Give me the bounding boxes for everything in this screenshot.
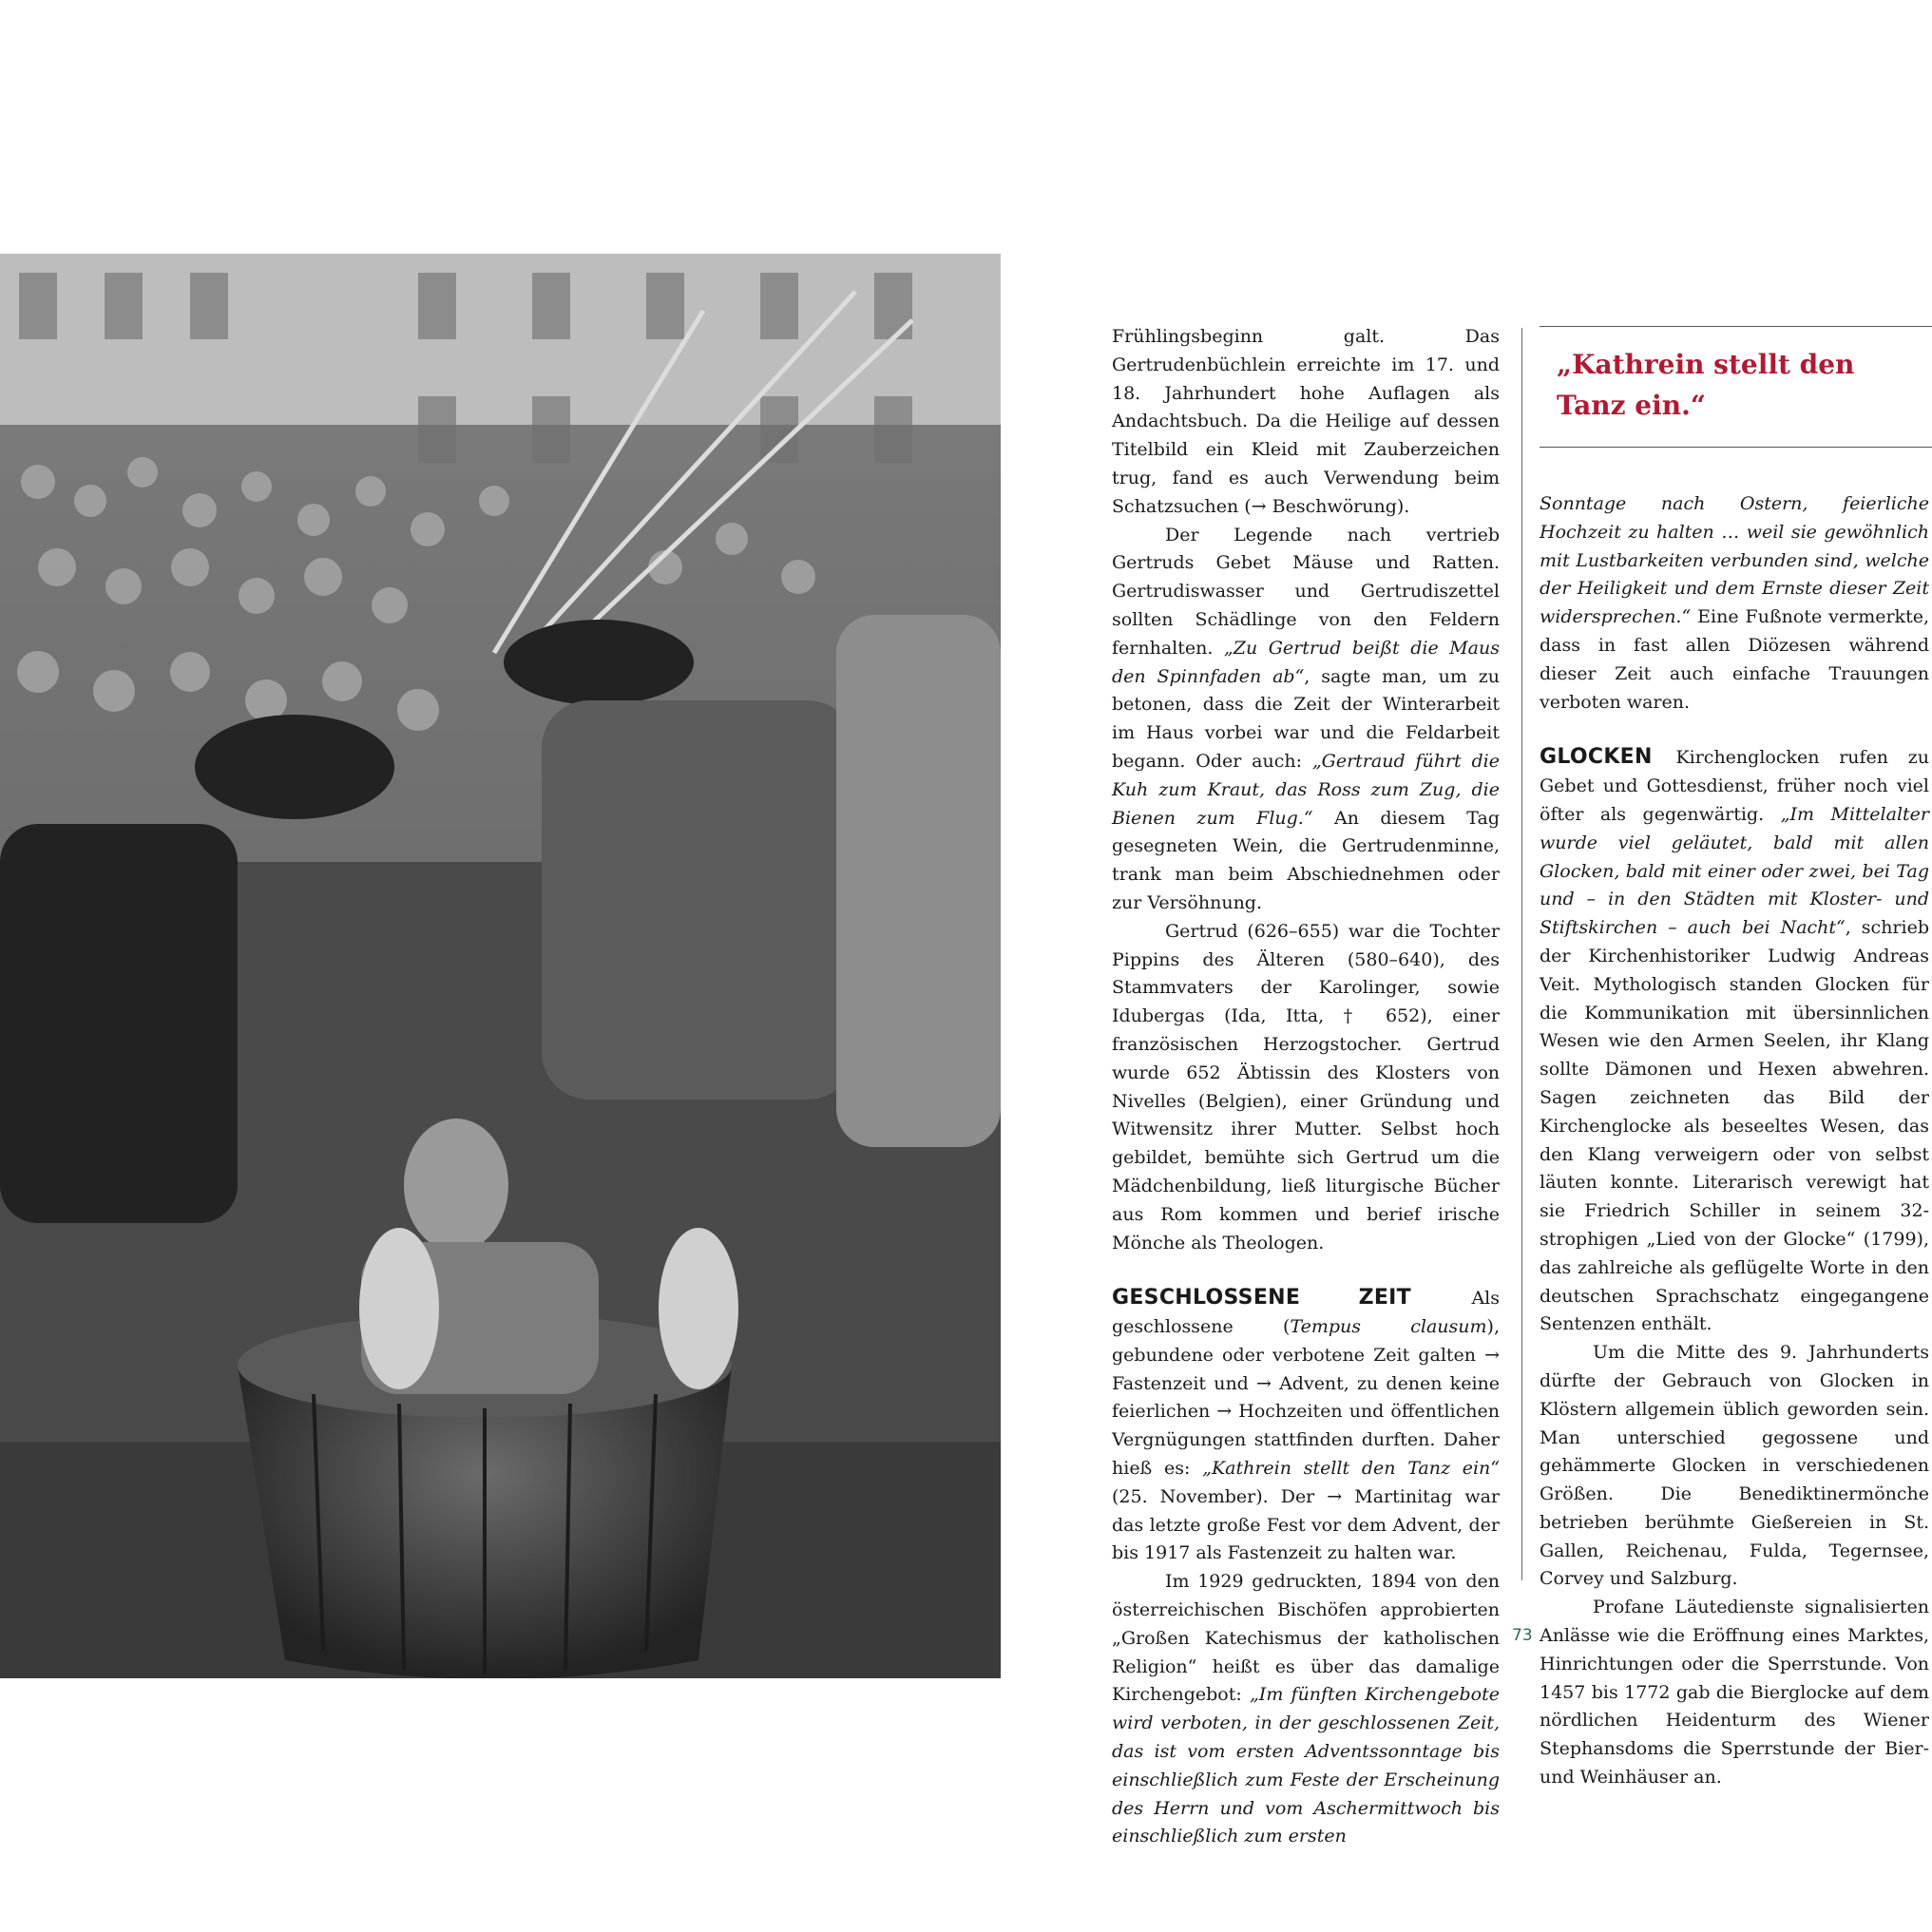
text-run: ), gebundene oder verbotene Zeit galten → Fastenzeit und → Advent, zu denen keine feierlichen → Hochzeiten und öffentlichen Vergnügungen stattfinden durften. Daher hieß es:	[1112, 1316, 1500, 1480]
text-run: , sagte man, um zu betonen, dass die Zeit der Winterarbeit im Haus vorbei war und die Feldarbeit begann. Oder auch:	[1112, 665, 1500, 772]
quote-run: „Im Mittelalter wurde viel geläutet, bald mit allen Glocken, bald mit einer oder zwei, bei Tag und – in den Städten mit Kloster- und Stiftskirchen – auch bei Nacht“	[1540, 803, 1929, 939]
paragraph: Gertrud (626–655) war die Tochter Pippins des Älteren (580–640), des Stammvaters der Karolinger, sowie Idubergas (Ida, Itta, † 652), einer französischen Herzogstocher. Gertrud wurde 652 Äbtissin des Klosters von Nivelles (Belgien), einer Gründung und Witwensitz ihrer Mutter. Selbst hoch gebildet, bemühte sich Gertrud um die Mädchenbildung, ließ liturgische Bücher aus Rom kommen und berief irische Mönche als Theologen.	[1112, 920, 1500, 1253]
lexicon-entry	[1112, 1284, 1500, 1568]
latin-term: Tempus clausum	[1290, 1316, 1487, 1338]
quote-run: „Gertraud führt die Kuh zum Kraut, das Ross zum Zug, die Bienen zum Flug.“	[1112, 750, 1500, 829]
text-run: Der Legende nach vertrieb Gertruds Gebet Mäuse und Ratten. Gertrudiswasser und Gertrudiszettel sollten Schädlinge von den Feldern fernhalten.	[1112, 524, 1500, 659]
text-run: Kirchenglocken rufen zu Gebet und Gottesdienst, früher noch viel öfter als gegenwärtig.	[1540, 747, 1929, 825]
text-run: An diesem Tag gesegneten Wein, die Gertrudenminne, trank man beim Abschiednehmen oder zur Versöhnung.	[1112, 807, 1500, 913]
entry-heading: GESCHLOSSENE ZEIT	[1112, 1286, 1411, 1310]
paragraph: Um die Mitte des 9. Jahrhunderts dürfte der Gebrauch von Glocken in Klöstern allgemein üblich geworden sein. Man unterschied gegossene und gehämmerte Glocken in verschiedenen Größen. Die Benediktinermönche betrieben berühmte Gießereien in St. Gallen, Reichenau, Fulda, Tegernsee, Corvey und Salzburg.	[1540, 1342, 1929, 1590]
text-run: Eine Fußnote vermerkte, dass in fast allen Diözesen während dieser Zeit auch einfache Trauungen verboten waren.	[1540, 606, 1929, 713]
pull-quote: „Kathrein stellt den Tanz ein.“	[1557, 349, 1855, 421]
lexicon-entry	[1540, 743, 1929, 1339]
paragraph	[1112, 1568, 1500, 1851]
paragraph: Frühlingsbeginn galt. Das Gertrudenbüchlein erreichte im 17. und 18. Jahrhundert hohe Auflagen als Andachtsbuch. Da die Heilige auf dessen Titelbild ein Kleid mit Zauberzeichen trug, fand es auch Verwendung beim Schatzsuchen (→ Beschwörung).	[1112, 326, 1500, 517]
page-number: 73	[1512, 1626, 1533, 1645]
quote-run: „Zu Gertrud beißt die Maus den Spinnfaden ab“	[1112, 637, 1500, 687]
paragraph	[1112, 522, 1500, 918]
middle-text-column	[1112, 323, 1500, 1851]
text-run: Als geschlossene (	[1112, 1288, 1500, 1338]
pull-quote-box	[1540, 326, 1932, 448]
photo-icon	[0, 254, 1001, 1678]
right-text-column	[1540, 490, 1929, 1792]
paragraph	[1540, 490, 1929, 717]
text-run: Im 1929 gedruckten, 1894 von den österreichischen Bischöfen approbierten „Großen Katechismus der katholischen Religion“ heißt es über das damalige Kirchengebot:	[1112, 1571, 1500, 1706]
text-run: (25. November). Der → Martinitag war das letzte große Fest vor dem Advent, der bis 1917 als Fastenzeit zu halten war.	[1112, 1485, 1500, 1564]
festival-photo	[0, 254, 1001, 1678]
quote-run: Sonntage nach Ostern, feierliche Hochzeit zu halten … weil sie gewöhnlich mit Lustbarkeiten verbunden sind, welche der Heiligkeit und dem Ernste dieser Zeit widersprechen.“	[1540, 493, 1929, 628]
column-divider	[1521, 328, 1522, 1580]
quote-run: „Kathrein stellt den Tanz ein“	[1202, 1458, 1500, 1480]
entry-heading: GLOCKEN	[1540, 745, 1653, 770]
paragraph: Profane Läutedienste signalisierten Anlässe wie die Eröffnung eines Marktes, Hinrichtungen oder die Sperrstunde. Von 1457 bis 1772 gab die Bierglocke auf dem nördlichen Heidenturm des Wiener Stephansdoms die Sperrstunde der Bier- und Weinhäuser an.	[1540, 1597, 1929, 1789]
text-run: , schrieb der Kirchenhistoriker Ludwig Andreas Veit. Mythologisch standen Glocken für die Kommunikation mit übersinnlichen Wesen wie den Armen Seelen, ihr Klang sollte Dämonen und Hexen abwehren. Sagen zeichneten das Bild der Kirchenglocke als beseeltes Wesen, das den Klang verweigern oder von selbst läuten konnte. Literarisch verewigt hat sie Friedrich Schiller in seinem 32-strophigen „Lied von der Glocke“ (1799), das zahlreiche als geflügelte Worte in den deutschen Sprachschatz eingegangene Sentenzen enthält.	[1540, 917, 1929, 1335]
quote-run: „Im fünften Kirchengebote wird verboten, in der geschlossenen Zeit, das ist vom ersten Adventssonntage bis einschließlich zum Feste der Erscheinung des Herrn und vom Aschermittwoch bis einschließlich zum ersten	[1112, 1684, 1501, 1847]
